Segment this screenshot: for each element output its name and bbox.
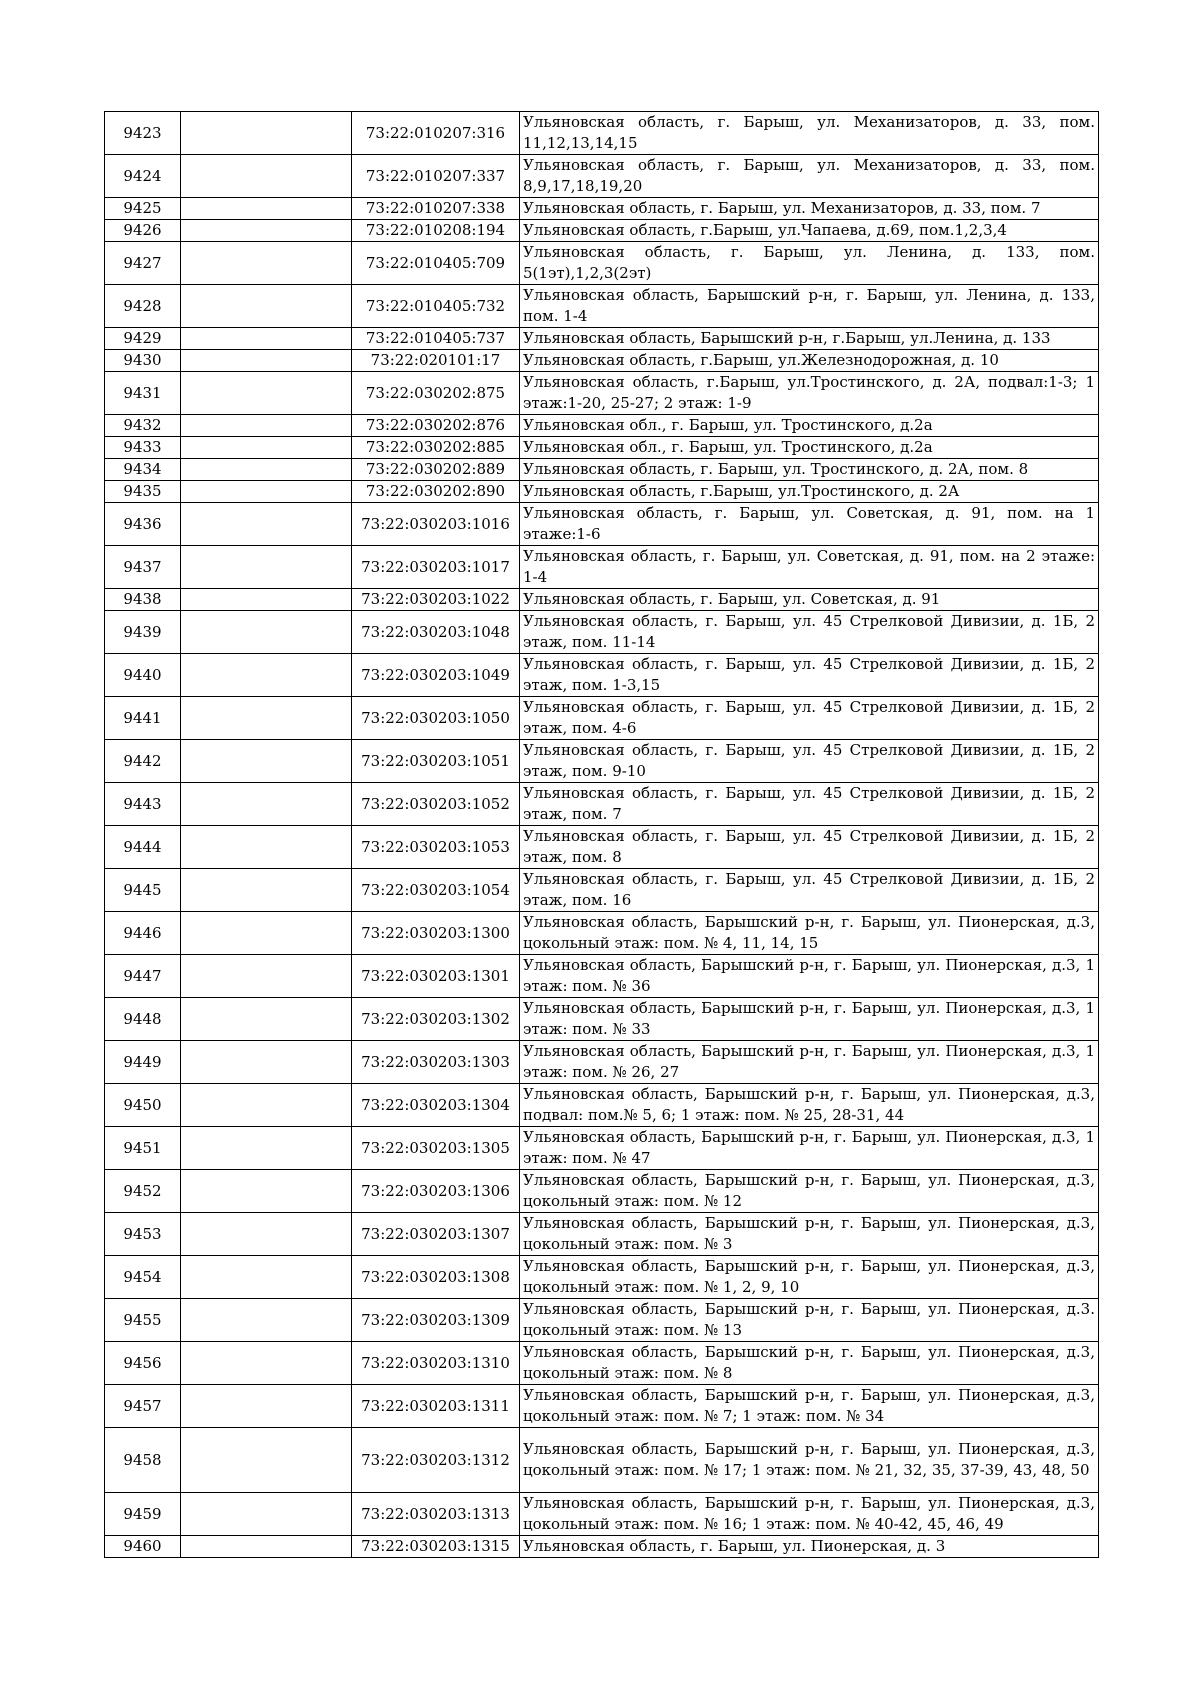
address-cell: Ульяновская область, г. Барыш, ул. 45 Стрелковой Дивизии, д. 1Б, 2 этаж, пом. 11-14	[520, 611, 1099, 654]
table-row	[105, 1536, 1099, 1558]
address-cell: Ульяновская область, г. Барыш, ул. 45 Стрелковой Дивизии, д. 1Б, 2 этаж, пом. 4-6	[520, 697, 1099, 740]
cadastral-number-cell: 73:22:030203:1301	[352, 955, 520, 998]
address-cell: Ульяновская область, Барышский р-н, г. Барыш, ул. Пионерская, д.3, цокольный этаж: пом. № 3	[520, 1213, 1099, 1256]
table-row	[105, 481, 1099, 503]
empty-cell	[181, 1213, 352, 1256]
row-number-cell: 9455	[105, 1299, 181, 1342]
empty-cell	[181, 1536, 352, 1558]
cadastral-number-cell: 73:22:030203:1050	[352, 697, 520, 740]
row-number-cell: 9454	[105, 1256, 181, 1299]
address-cell: Ульяновская область, Барышский р-н, г. Барыш, ул. Ленина, д. 133, пом. 1-4	[520, 285, 1099, 328]
table-row	[105, 1041, 1099, 1084]
address-cell: Ульяновская область, г.Барыш, ул.Чапаева, д.69, пом.1,2,3,4	[520, 220, 1099, 242]
address-cell: Ульяновская область, г.Барыш, ул.Тростинского, д. 2А	[520, 481, 1099, 503]
cadastral-number-cell: 73:22:030203:1309	[352, 1299, 520, 1342]
table-row	[105, 912, 1099, 955]
row-number-cell: 9423	[105, 112, 181, 155]
cadastral-number-cell: 73:22:030203:1307	[352, 1213, 520, 1256]
table-row	[105, 826, 1099, 869]
address-cell: Ульяновская область, Барышский р-н, г.Барыш, ул.Ленина, д. 133	[520, 328, 1099, 350]
empty-cell	[181, 1385, 352, 1428]
table-row	[105, 1428, 1099, 1493]
row-number-cell: 9438	[105, 589, 181, 611]
table-row	[105, 740, 1099, 783]
table-row	[105, 1213, 1099, 1256]
cadastral-number-cell: 73:22:030202:890	[352, 481, 520, 503]
table-row	[105, 1299, 1099, 1342]
row-number-cell: 9424	[105, 155, 181, 198]
empty-cell	[181, 697, 352, 740]
cadastral-number-cell: 73:22:030203:1051	[352, 740, 520, 783]
cadastral-number-cell: 73:22:020101:17	[352, 350, 520, 372]
cadastral-number-cell: 73:22:030203:1312	[352, 1428, 520, 1493]
cadastral-number-cell: 73:22:030203:1048	[352, 611, 520, 654]
row-number-cell: 9436	[105, 503, 181, 546]
address-cell: Ульяновская область, Барышский р-н, г. Барыш, ул. Пионерская, д.3, цокольный этаж: пом. № 4, 11, 14, 15	[520, 912, 1099, 955]
table-row	[105, 155, 1099, 198]
empty-cell	[181, 955, 352, 998]
cadastral-number-cell: 73:22:030203:1016	[352, 503, 520, 546]
address-cell: Ульяновская область, г. Барыш, ул. 45 Стрелковой Дивизии, д. 1Б, 2 этаж, пом. 7	[520, 783, 1099, 826]
cadastral-number-cell: 73:22:030203:1052	[352, 783, 520, 826]
empty-cell	[181, 912, 352, 955]
cadastral-number-cell: 73:22:030203:1303	[352, 1041, 520, 1084]
row-number-cell: 9442	[105, 740, 181, 783]
address-cell: Ульяновская область, г. Барыш, ул. Ленина, д. 133, пом. 5(1эт),1,2,3(2эт)	[520, 242, 1099, 285]
table-row	[105, 198, 1099, 220]
address-cell: Ульяновская область, Барышский р-н, г. Барыш, ул. Пионерская, д.3, цокольный этаж: пом. № 8	[520, 1342, 1099, 1385]
empty-cell	[181, 1041, 352, 1084]
address-cell: Ульяновская область, Барышский р-н, г. Барыш, ул. Пионерская, д.3, 1 этаж: пом. № 36	[520, 955, 1099, 998]
table-row	[105, 546, 1099, 589]
empty-cell	[181, 783, 352, 826]
table-row	[105, 503, 1099, 546]
table-row	[105, 654, 1099, 697]
address-cell: Ульяновская область, Барышский р-н, г. Барыш, ул. Пионерская, д.3, цокольный этаж: пом. № 1, 2, 9, 10	[520, 1256, 1099, 1299]
table-row	[105, 372, 1099, 415]
property-register-table	[104, 111, 1099, 1558]
empty-cell	[181, 1127, 352, 1170]
empty-cell	[181, 1493, 352, 1536]
address-cell: Ульяновская область, Барышский р-н, г. Барыш, ул. Пионерская, д.3. цокольный этаж: пом. № 13	[520, 1299, 1099, 1342]
cadastral-number-cell: 73:22:030203:1022	[352, 589, 520, 611]
empty-cell	[181, 654, 352, 697]
row-number-cell: 9460	[105, 1536, 181, 1558]
cadastral-number-cell: 73:22:010405:737	[352, 328, 520, 350]
empty-cell	[181, 740, 352, 783]
table-row	[105, 1256, 1099, 1299]
cadastral-number-cell: 73:22:010405:709	[352, 242, 520, 285]
address-cell: Ульяновская область, г. Барыш, ул. Советская, д. 91, пом. на 2 этаже: 1-4	[520, 546, 1099, 589]
row-number-cell: 9432	[105, 415, 181, 437]
row-number-cell: 9437	[105, 546, 181, 589]
cadastral-number-cell: 73:22:030203:1305	[352, 1127, 520, 1170]
table-row	[105, 611, 1099, 654]
address-cell: Ульяновская обл., г. Барыш, ул. Тростинского, д.2а	[520, 415, 1099, 437]
row-number-cell: 9445	[105, 869, 181, 912]
row-number-cell: 9440	[105, 654, 181, 697]
cadastral-number-cell: 73:22:010208:194	[352, 220, 520, 242]
cadastral-number-cell: 73:22:030202:889	[352, 459, 520, 481]
empty-cell	[181, 503, 352, 546]
row-number-cell: 9443	[105, 783, 181, 826]
address-cell: Ульяновская область, г. Барыш, ул. Пионерская, д. 3	[520, 1536, 1099, 1558]
address-cell: Ульяновская область, Барышский р-н, г. Барыш, ул. Пионерская, д.3, цокольный этаж: пом. № 12	[520, 1170, 1099, 1213]
table-body	[105, 112, 1099, 1558]
row-number-cell: 9435	[105, 481, 181, 503]
row-number-cell: 9430	[105, 350, 181, 372]
address-cell: Ульяновская область, г. Барыш, ул. Механизаторов, д. 33, пом. 7	[520, 198, 1099, 220]
address-cell: Ульяновская область, г. Барыш, ул. Советская, д. 91	[520, 589, 1099, 611]
address-cell: Ульяновская область, Барышский р-н, г. Барыш, ул. Пионерская, д.3, цокольный этаж: пом. № 17; 1 этаж: пом. № 21, 32, 35, 37-39, 43, 48, 50	[520, 1428, 1099, 1493]
empty-cell	[181, 826, 352, 869]
empty-cell	[181, 1342, 352, 1385]
address-cell: Ульяновская область, г. Барыш, ул. Механизаторов, д. 33, пом. 8,9,17,18,19,20	[520, 155, 1099, 198]
empty-cell	[181, 1256, 352, 1299]
row-number-cell: 9446	[105, 912, 181, 955]
address-cell: Ульяновская область, Барышский р-н, г. Барыш, ул. Пионерская, д.3, 1 этаж: пом. № 33	[520, 998, 1099, 1041]
table-row	[105, 1127, 1099, 1170]
cadastral-number-cell: 73:22:030203:1313	[352, 1493, 520, 1536]
table-row	[105, 998, 1099, 1041]
table-row	[105, 242, 1099, 285]
empty-cell	[181, 546, 352, 589]
address-cell: Ульяновская область, Барышский р-н, г. Барыш, ул. Пионерская, д.3, цокольный этаж: пом. № 7; 1 этаж: пом. № 34	[520, 1385, 1099, 1428]
empty-cell	[181, 155, 352, 198]
empty-cell	[181, 481, 352, 503]
table-row	[105, 783, 1099, 826]
cadastral-number-cell: 73:22:030203:1017	[352, 546, 520, 589]
empty-cell	[181, 589, 352, 611]
table-row	[105, 285, 1099, 328]
address-cell: Ульяновская область, г.Барыш, ул.Железнодорожная, д. 10	[520, 350, 1099, 372]
row-number-cell: 9449	[105, 1041, 181, 1084]
row-number-cell: 9425	[105, 198, 181, 220]
table-row	[105, 697, 1099, 740]
table-row	[105, 955, 1099, 998]
empty-cell	[181, 1170, 352, 1213]
row-number-cell: 9448	[105, 998, 181, 1041]
empty-cell	[181, 328, 352, 350]
cadastral-number-cell: 73:22:030202:876	[352, 415, 520, 437]
table-row	[105, 220, 1099, 242]
row-number-cell: 9429	[105, 328, 181, 350]
cadastral-number-cell: 73:22:010207:316	[352, 112, 520, 155]
empty-cell	[181, 611, 352, 654]
empty-cell	[181, 437, 352, 459]
cadastral-number-cell: 73:22:010405:732	[352, 285, 520, 328]
cadastral-number-cell: 73:22:010207:338	[352, 198, 520, 220]
cadastral-number-cell: 73:22:030203:1311	[352, 1385, 520, 1428]
row-number-cell: 9458	[105, 1428, 181, 1493]
cadastral-number-cell: 73:22:030202:885	[352, 437, 520, 459]
address-cell: Ульяновская обл., г. Барыш, ул. Тростинского, д.2а	[520, 437, 1099, 459]
row-number-cell: 9433	[105, 437, 181, 459]
row-number-cell: 9452	[105, 1170, 181, 1213]
empty-cell	[181, 198, 352, 220]
empty-cell	[181, 998, 352, 1041]
empty-cell	[181, 869, 352, 912]
address-cell: Ульяновская область, г. Барыш, ул. Тростинского, д. 2А, пом. 8	[520, 459, 1099, 481]
row-number-cell: 9456	[105, 1342, 181, 1385]
row-number-cell: 9428	[105, 285, 181, 328]
cadastral-number-cell: 73:22:030203:1310	[352, 1342, 520, 1385]
address-cell: Ульяновская область, г.Барыш, ул.Тростинского, д. 2А, подвал:1-3; 1 этаж:1-20, 25-27; 2 этаж: 1-9	[520, 372, 1099, 415]
row-number-cell: 9450	[105, 1084, 181, 1127]
empty-cell	[181, 372, 352, 415]
row-number-cell: 9457	[105, 1385, 181, 1428]
address-cell: Ульяновская область, Барышский р-н, г. Барыш, ул. Пионерская, д.3, подвал: пом.№ 5, 6; 1 этаж: пом. № 25, 28-31, 44	[520, 1084, 1099, 1127]
cadastral-number-cell: 73:22:030203:1049	[352, 654, 520, 697]
table-row	[105, 1084, 1099, 1127]
row-number-cell: 9444	[105, 826, 181, 869]
empty-cell	[181, 1084, 352, 1127]
address-cell: Ульяновская область, Барышский р-н, г. Барыш, ул. Пионерская, д.3, 1 этаж: пом. № 47	[520, 1127, 1099, 1170]
table-row	[105, 1342, 1099, 1385]
empty-cell	[181, 112, 352, 155]
empty-cell	[181, 459, 352, 481]
cadastral-number-cell: 73:22:030203:1308	[352, 1256, 520, 1299]
address-cell: Ульяновская область, г. Барыш, ул. 45 Стрелковой Дивизии, д. 1Б, 2 этаж, пом. 1-3,15	[520, 654, 1099, 697]
table-row	[105, 112, 1099, 155]
address-cell: Ульяновская область, г. Барыш, ул. 45 Стрелковой Дивизии, д. 1Б, 2 этаж, пом. 8	[520, 826, 1099, 869]
cadastral-number-cell: 73:22:030203:1306	[352, 1170, 520, 1213]
empty-cell	[181, 1428, 352, 1493]
row-number-cell: 9426	[105, 220, 181, 242]
table-row	[105, 459, 1099, 481]
row-number-cell: 9441	[105, 697, 181, 740]
table-row	[105, 1385, 1099, 1428]
empty-cell	[181, 242, 352, 285]
address-cell: Ульяновская область, г. Барыш, ул. 45 Стрелковой Дивизии, д. 1Б, 2 этаж, пом. 9-10	[520, 740, 1099, 783]
address-cell: Ульяновская область, г. Барыш, ул. Механизаторов, д. 33, пом. 11,12,13,14,15	[520, 112, 1099, 155]
cadastral-number-cell: 73:22:030203:1054	[352, 869, 520, 912]
cadastral-number-cell: 73:22:030203:1053	[352, 826, 520, 869]
row-number-cell: 9459	[105, 1493, 181, 1536]
cadastral-number-cell: 73:22:030203:1300	[352, 912, 520, 955]
row-number-cell: 9453	[105, 1213, 181, 1256]
address-cell: Ульяновская область, г. Барыш, ул. 45 Стрелковой Дивизии, д. 1Б, 2 этаж, пом. 16	[520, 869, 1099, 912]
cadastral-number-cell: 73:22:030202:875	[352, 372, 520, 415]
cadastral-number-cell: 73:22:030203:1302	[352, 998, 520, 1041]
empty-cell	[181, 220, 352, 242]
table-row	[105, 1170, 1099, 1213]
cadastral-number-cell: 73:22:030203:1304	[352, 1084, 520, 1127]
row-number-cell: 9431	[105, 372, 181, 415]
cadastral-number-cell: 73:22:030203:1315	[352, 1536, 520, 1558]
table-row	[105, 869, 1099, 912]
table-row	[105, 1493, 1099, 1536]
table-row	[105, 350, 1099, 372]
row-number-cell: 9439	[105, 611, 181, 654]
table-row	[105, 415, 1099, 437]
row-number-cell: 9427	[105, 242, 181, 285]
empty-cell	[181, 1299, 352, 1342]
table-row	[105, 437, 1099, 459]
address-cell: Ульяновская область, Барышский р-н, г. Барыш, ул. Пионерская, д.3, цокольный этаж: пом. № 16; 1 этаж: пом. № 40-42, 45, 46, 49	[520, 1493, 1099, 1536]
table-row	[105, 328, 1099, 350]
empty-cell	[181, 285, 352, 328]
table-row	[105, 589, 1099, 611]
empty-cell	[181, 415, 352, 437]
row-number-cell: 9434	[105, 459, 181, 481]
row-number-cell: 9451	[105, 1127, 181, 1170]
row-number-cell: 9447	[105, 955, 181, 998]
address-cell: Ульяновская область, г. Барыш, ул. Советская, д. 91, пом. на 1 этаже:1-6	[520, 503, 1099, 546]
address-cell: Ульяновская область, Барышский р-н, г. Барыш, ул. Пионерская, д.3, 1 этаж: пом. № 26, 27	[520, 1041, 1099, 1084]
empty-cell	[181, 350, 352, 372]
cadastral-number-cell: 73:22:010207:337	[352, 155, 520, 198]
